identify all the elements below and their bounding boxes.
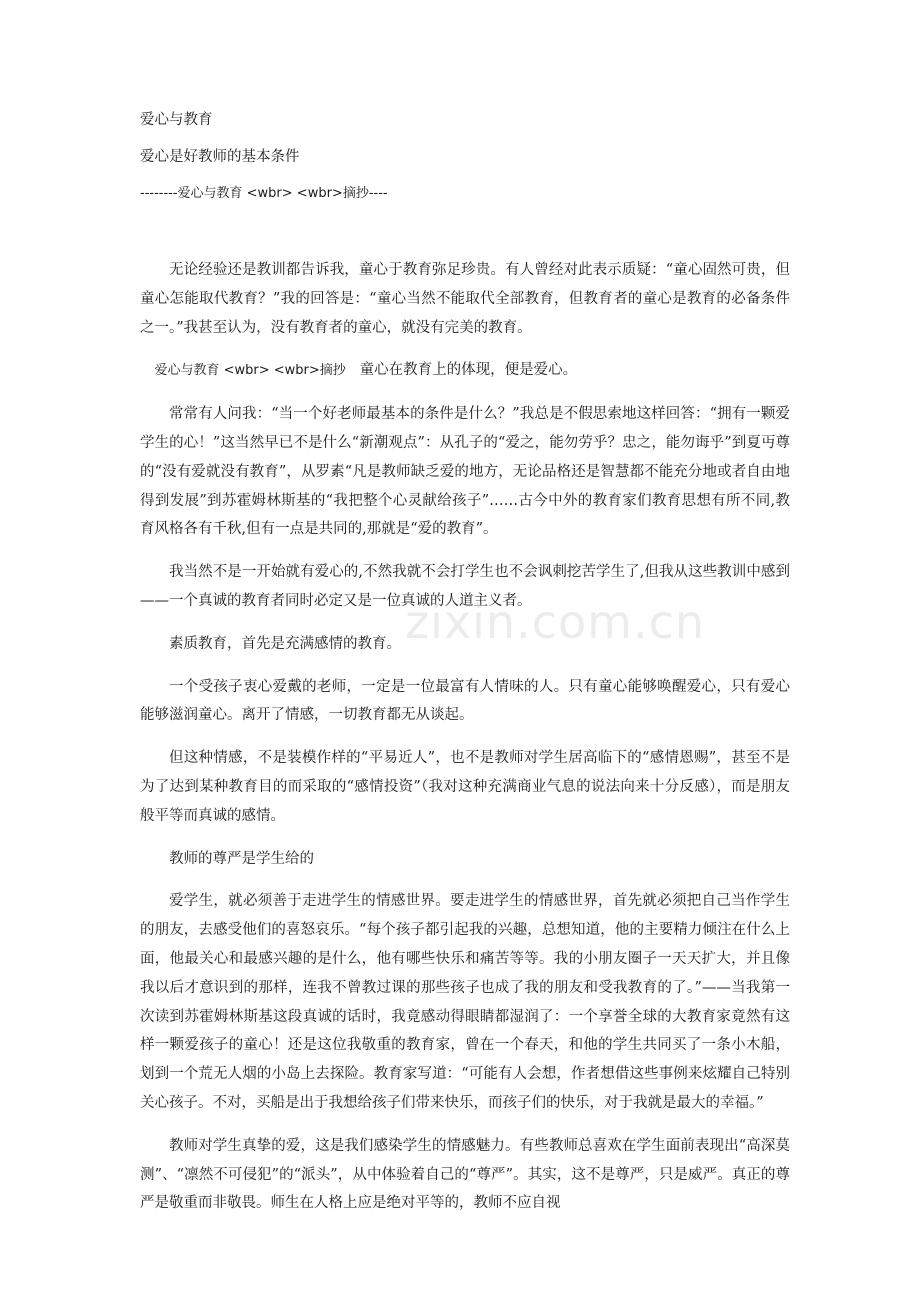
paragraph-8: 教师对学生真挚的爱，这是我们感染学生的情感魅力。有些教师总喜欢在学生面前表现出“高深莫测”、“凛然不可侵犯”的“派头”，从中体验着自己的“尊严”。其实，这不是尊严，只是威严。真正的尊严是敬重而非敬畏。师生在人格上应是绝对平等的，教师不应自视 xyxy=(140,1137,790,1212)
inline-label: 爱心与教育 <wbr> <wbr>摘抄 xyxy=(154,363,346,379)
paragraph-4: 素质教育，首先是充满感情的教育。 xyxy=(169,635,401,652)
paragraph-1: 无论经验还是教训都告诉我，童心于教育弥足珍贵。有人曾经对此表示质疑：“童心固然可贵，但童心怎能取代教育？”我的回答是：“童心当然不能取代全部教育，但教育者的童心是教育的必备条件之一。”我甚至认为，没有教育者的童心，就没有完美的教育。 xyxy=(140,262,790,336)
paragraph-inline xyxy=(140,356,790,386)
document-subtitle: 爱心是好教师的基本条件 xyxy=(140,149,300,165)
paragraph-5: 一个受孩子衷心爱戴的老师，一定是一位最富有人情味的人。只有童心能够唤醒爱心，只有爱心能够滋润童心。离开了情感，一切教育都无从谈起。 xyxy=(140,678,790,724)
watermark: zixin.com.cn xyxy=(405,595,706,649)
section-heading: 教师的尊严是学生给的 xyxy=(169,850,314,867)
document-title: 爱心与教育 xyxy=(140,112,213,128)
document-body xyxy=(140,110,790,1232)
inline-text: 童心在教育上的体现，便是爱心。 xyxy=(359,362,578,379)
paragraph-6: 但这种情感，不是装模作样的“平易近人”，也不是教师对学生居高临下的“感情恩赐”，甚至不是为了达到某种教育目的而采取的“感情投资”（我对这种充满商业气息的说法向来十分反感），而是朋友般平等而真诚的感情。 xyxy=(140,750,790,824)
source-line: --------爱心与教育 <wbr> <wbr>摘抄---- xyxy=(140,186,388,201)
spacer xyxy=(140,221,790,256)
paragraph-3: 我当然不是一开始就有爱心的,不然我就不会打学生也不会讽刺挖苦学生了,但我从这些教训中感到——一个真诚的教育者同时必定又是一位真诚的人道主义者。 xyxy=(140,564,790,609)
paragraph-7: 爱学生，就必须善于走进学生的情感世界。要走进学生的情感世界，首先就必须把自己当作学生的朋友，去感受他们的喜怒哀乐。“每个孩子都引起我的兴趣，总想知道，他的主要精力倾注在什么上面，他最关心和最感兴趣的是什么，他有哪些快乐和痛苦等等。我的小朋友圈子一天天扩大，并且像我以后才意识到的那样，连我不曾教过课的那些孩子也成了我的朋友和受我教育的了。”——当我第一次读到苏霍姆林斯基这段真诚的话时，我竟感动得眼睛都湿润了：一个享誉全球的大教育家竟然有这样一颗爱孩子的童心！还是这位我敬重的教育家，曾在一个春天，和他的学生共同买了一条小木船，划到一个荒无人烟的小岛上去探险。教育家写道：“可能有人会想，作者想借这些事例来炫耀自己特别关心孩子。不对，买船是出于我想给孩子们带来快乐，而孩子们的快乐，对于我就是最大的幸福。” xyxy=(140,893,790,1111)
paragraph-2: 常常有人问我：“当一个好老师最基本的条件是什么？”我总是不假思索地这样回答：“拥有一颗爱学生的心！”这当然早已不是什么“新潮观点”：从孔子的“爱之，能勿劳乎？忠之，能勿诲乎”到夏丏尊的“没有爱就没有教育”，从罗素“凡是教师缺乏爱的地方，无论品格还是智慧都不能充分地或者自由地得到发展”到苏霍姆林斯基的“我把整个心灵献给孩子”……古今中外的教育家们教育思想有所不同,教育风格各有千秋,但有一点是共同的,那就是“爱的教育”。 xyxy=(140,406,790,538)
